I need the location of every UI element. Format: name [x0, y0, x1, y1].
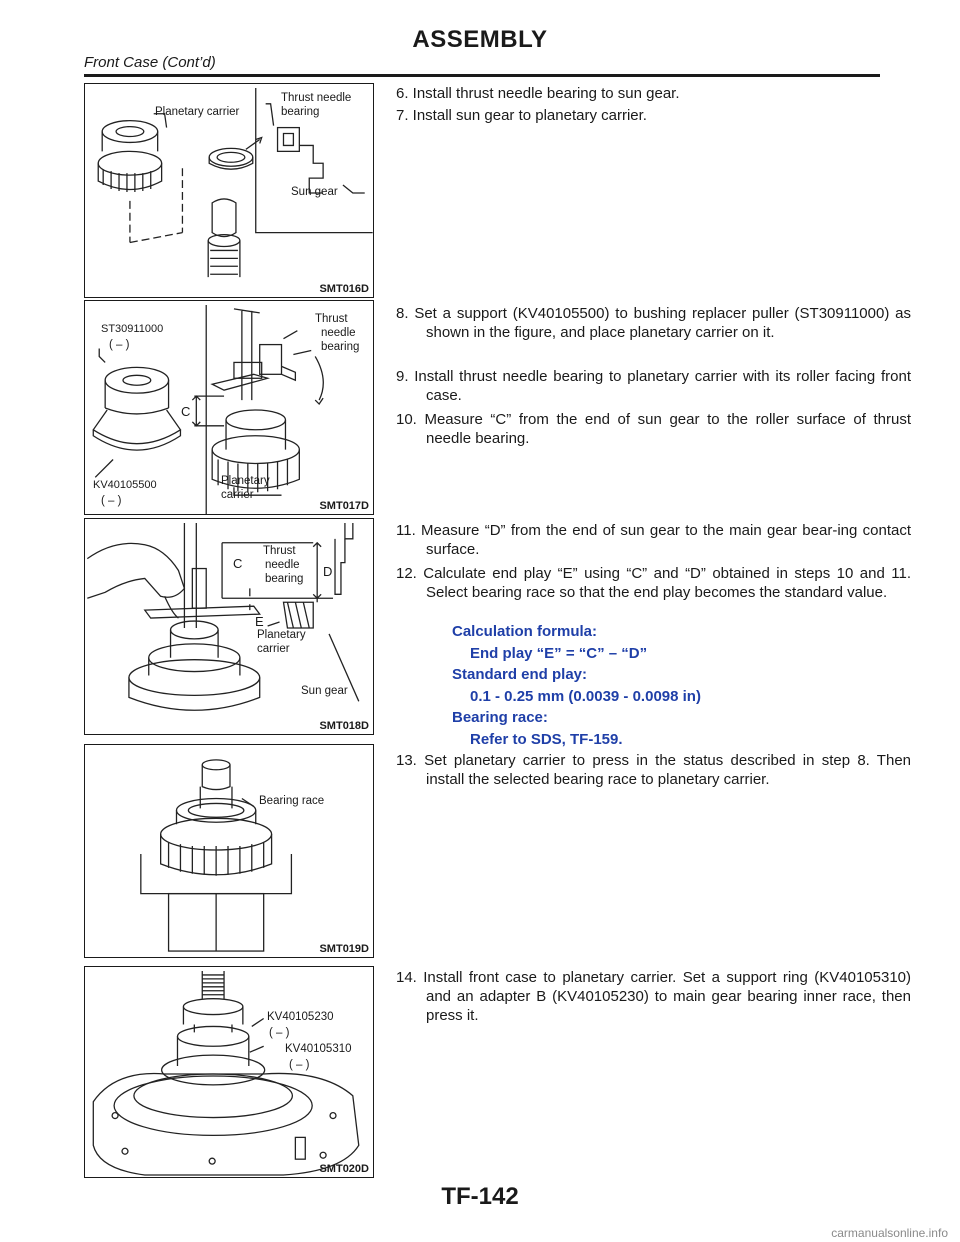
standard-end-play-label: Standard end play: — [452, 666, 588, 683]
figure-code: SMT017D — [319, 500, 369, 512]
label-c: C — [233, 556, 243, 571]
label-planetary-carrier: Planetary carrier — [155, 106, 240, 118]
label-thrust: Thrust — [263, 545, 296, 557]
label-kv-blank-1: ( – ) — [269, 1027, 290, 1039]
label-kv40105230: KV40105230 — [267, 1011, 334, 1023]
label-d: D — [323, 564, 333, 579]
calc-formula-label: Calculation formula: — [452, 623, 598, 640]
step-8: 8. Set a support (KV40105500) to bushing replacer puller (ST30911000) as shown in the figure, and place planetary carrier on it. — [396, 305, 911, 341]
label-thrust-needle: Thrust needle — [281, 92, 352, 104]
page-number: TF-142 — [441, 1183, 519, 1210]
label-kv40105310: KV40105310 — [285, 1043, 352, 1055]
label-needle: needle — [321, 327, 356, 339]
figure-code: SMT018D — [319, 720, 369, 732]
label-sun-gear: Sun gear — [291, 186, 338, 198]
label-bearing-race: Bearing race — [259, 795, 325, 807]
front-case-press-illustration — [85, 967, 373, 1177]
label-thrust: Thrust — [315, 313, 348, 325]
measure-d-illustration — [85, 519, 373, 734]
page-title: ASSEMBLY — [412, 26, 548, 53]
figure-smt016d — [84, 83, 374, 298]
step-13: 13. Set planetary carrier to press in the status described in step 8. Then install the selected bearing race to planetary carrier. — [396, 752, 911, 788]
label-bearing: bearing — [265, 573, 304, 585]
figure-smt018d — [84, 518, 374, 735]
figure-smt020d — [84, 966, 374, 1178]
standard-end-play-value: 0.1 - 0.25 mm (0.0039 - 0.0098 in) — [470, 688, 701, 705]
figure-smt019d — [84, 744, 374, 958]
step-9: 9. Install thrust needle bearing to planetary carrier with its roller facing front case. — [396, 368, 911, 404]
label-st30911000: ST30911000 — [101, 323, 164, 335]
bearing-race-label: Bearing race: — [452, 709, 548, 726]
step-7: 7. Install sun gear to planetary carrier. — [396, 107, 647, 124]
step-14: 14. Install front case to planetary carrier. Set a support ring (KV40105310) and an adapter B (KV40105230) to main gear bearing inner race, then press it. — [396, 969, 911, 1024]
label-c: C — [181, 404, 191, 419]
label-kv-blank-2: ( – ) — [289, 1059, 310, 1071]
step-12: 12. Calculate end play “E” using “C” and “D” obtained in steps 10 and 11. Select bearing race so that the end play becomes the standard value. — [396, 565, 911, 601]
section-subtitle: Front Case (Cont’d) — [84, 54, 216, 71]
label-e: E — [255, 614, 264, 629]
label-planetary: Planetary — [221, 475, 270, 487]
label-carrier: carrier — [257, 643, 290, 655]
label-carrier: carrier — [221, 489, 254, 501]
label-st-blank: ( – ) — [109, 339, 130, 351]
step-11: 11. Measure “D” from the end of sun gear to the main gear bear-ing contact surface. — [396, 522, 911, 558]
figure-code: SMT020D — [319, 1163, 369, 1175]
label-planetary: Planetary — [257, 629, 306, 641]
step-10: 10. Measure “C” from the end of sun gear to the roller surface of thrust needle bearing. — [396, 411, 911, 447]
label-kv-blank: ( – ) — [101, 495, 122, 507]
bearing-race-value: Refer to SDS, TF-159. — [470, 731, 623, 748]
label-kv40105500: KV40105500 — [93, 479, 157, 491]
figure-smt017d — [84, 300, 374, 515]
figure-code: SMT019D — [319, 943, 369, 955]
step-6: 6. Install thrust needle bearing to sun gear. — [396, 85, 680, 102]
header-divider — [84, 74, 880, 77]
calc-formula-value: End play “E” = “C” – “D” — [470, 645, 648, 662]
label-bearing: bearing — [281, 106, 320, 118]
bearing-race-illustration — [85, 745, 373, 957]
label-sun-gear: Sun gear — [301, 685, 348, 697]
figure-code: SMT016D — [319, 283, 369, 295]
watermark: carmanualsonline.info — [831, 1226, 948, 1240]
label-needle: needle — [265, 559, 300, 571]
label-bearing-2: bearing — [321, 341, 360, 353]
